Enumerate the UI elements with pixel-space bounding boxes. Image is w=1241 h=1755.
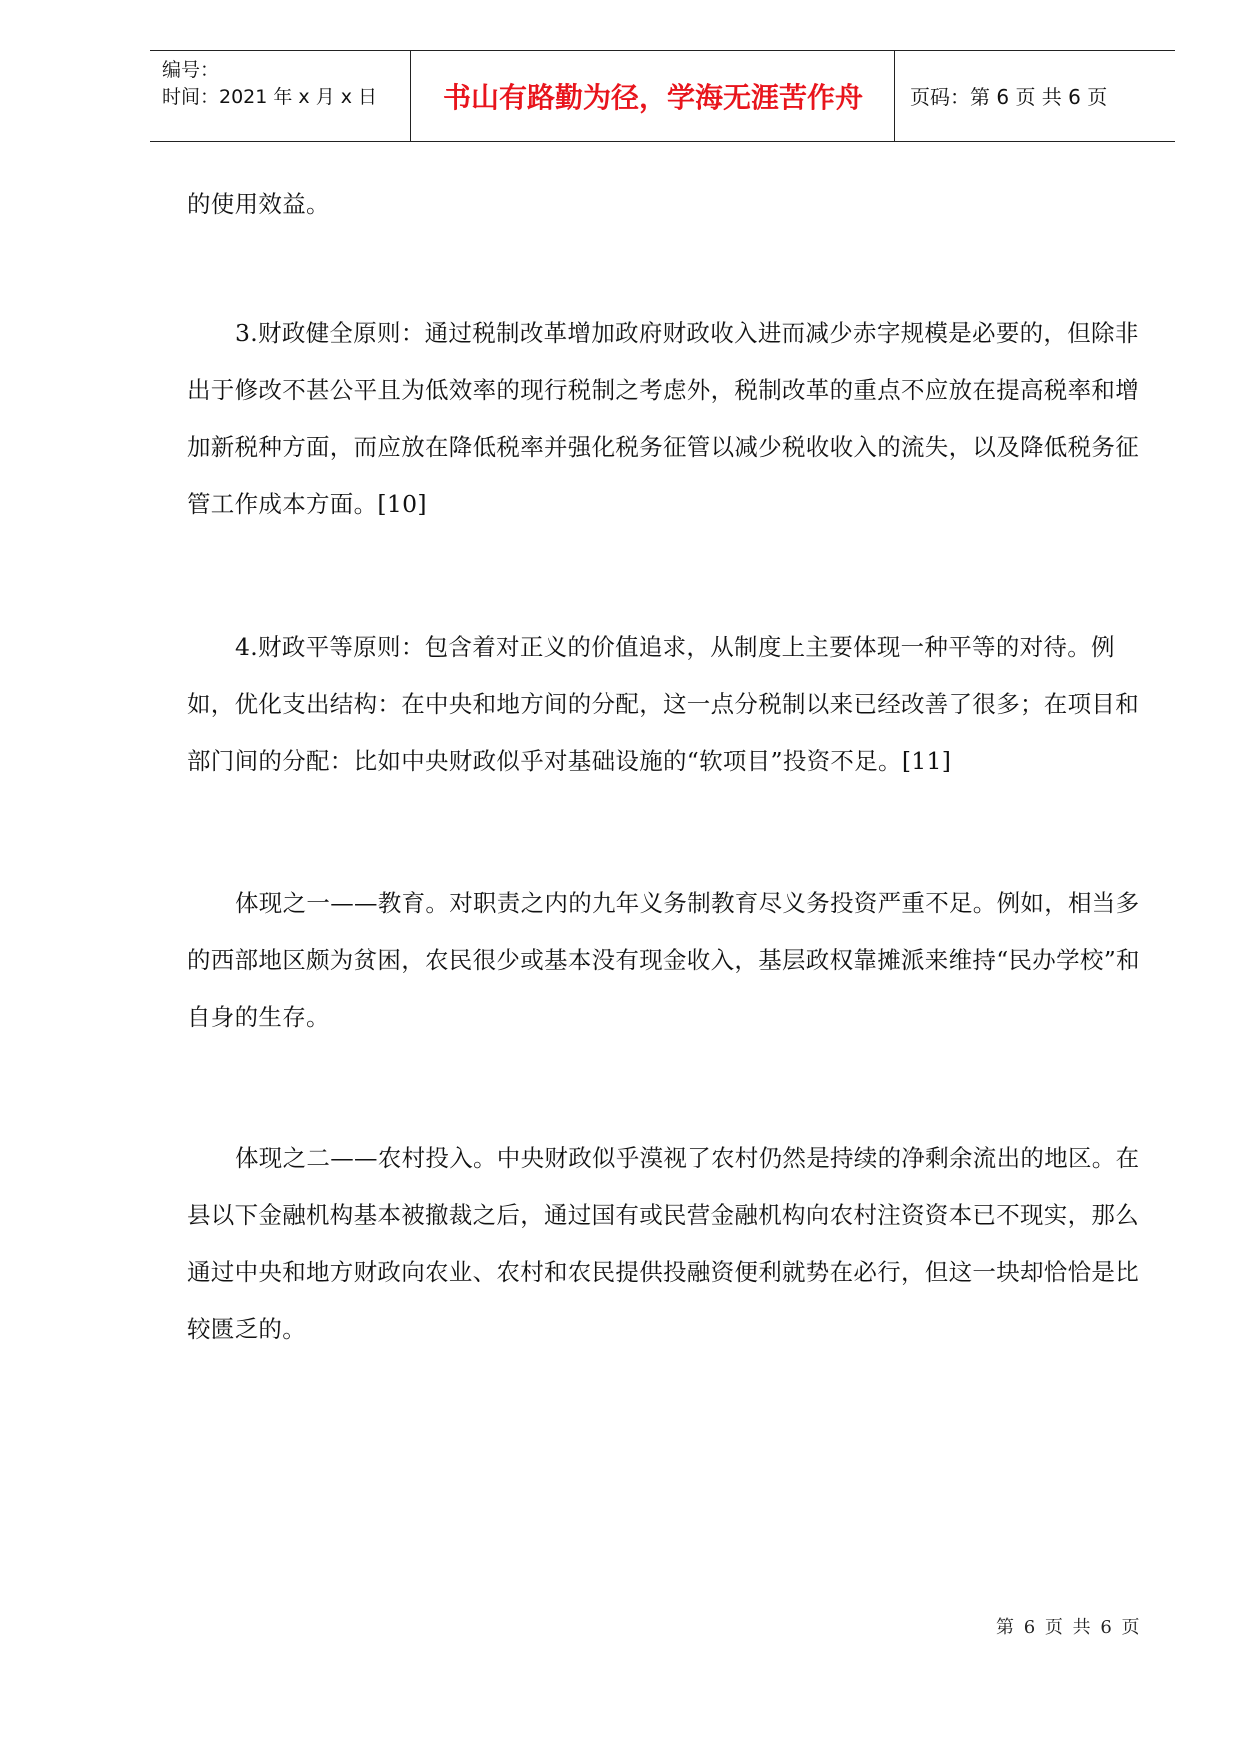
- page-footer: 第 6 页 共 6 页: [996, 1617, 1142, 1638]
- header-divider-left: [410, 51, 411, 141]
- paragraph-fiscal-soundness: 3.财政健全原则：通过税制改革增加政府财政收入进而减少赤字规模是必要的，但除非出于修改不甚公平且为低效率的现行税制之考虑外，税制改革的重点不应放在提高税率和增加新税种方面，而应放在降低税率并强化税务征管以减少税收收入的流失，以及降低税务征管工作成本方面。[10]: [187, 319, 1139, 518]
- page-header: [150, 50, 1175, 142]
- document-number-label: 编号：: [162, 59, 220, 81]
- header-divider-right: [894, 51, 895, 141]
- header-page-number: 页码：第 6 页 共 6 页: [910, 85, 1108, 109]
- paragraph-continuation: 的使用效益。: [187, 190, 330, 218]
- document-date-label: 时间：2021 年 x 月 x 日: [162, 86, 378, 108]
- paragraph-education: 体现之一——教育。对职责之内的九年义务制教育尽义务投资严重不足。例如，相当多的西部地区颇为贫困，农民很少或基本没有现金收入，基层政权靠摊派来维持“民办学校”和自身的生存。: [187, 889, 1140, 1031]
- paragraph-rural-investment: 体现之二——农村投入。中央财政似乎漠视了农村仍然是持续的净剩余流出的地区。在县以下金融机构基本被撤裁之后，通过国有或民营金融机构向农村注资资本已不现实，那么通过中央和地方财政向农业、农村和农民提供投融资便利就势在必行，但这一块却恰恰是比较匮乏的。: [187, 1144, 1140, 1343]
- header-motto: 书山有路勤为径，学海无涯苦作舟: [442, 80, 863, 114]
- header-meta: [162, 57, 412, 111]
- paragraph-fiscal-equality: 4.财政平等原则：包含着对正义的价值追求，从制度上主要体现一种平等的对待。例如，优化支出结构：在中央和地方间的分配，这一点分税制以来已经改善了很多；在项目和部门间的分配：比如中央财政似乎对基础设施的“软项目”投资不足。[11]: [187, 633, 1139, 775]
